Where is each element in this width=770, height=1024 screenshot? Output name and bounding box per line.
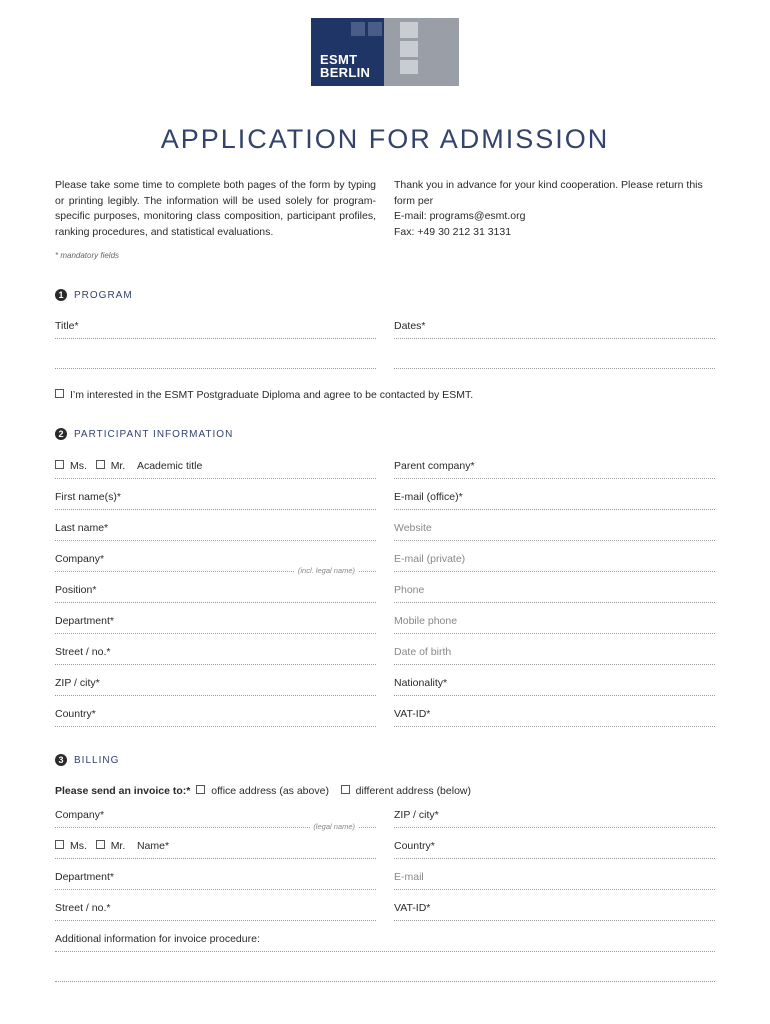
country-field[interactable]: Country* (55, 707, 376, 727)
logo-gray-block (384, 18, 459, 86)
billing-country-field[interactable]: Country* (394, 839, 715, 859)
billing-ms-checkbox[interactable] (55, 840, 64, 849)
intro-left-text: Please take some time to complete both pages of the form by typing or printing legibly. The information will be used solely for program-specific purposes, monitoring class composition, participant profiles, ranking procedures, and statistical evaluations. (55, 179, 376, 238)
billing-name-field[interactable]: Ms. Mr. Name* (55, 839, 376, 859)
zip-city-field[interactable]: ZIP / city* (55, 676, 376, 696)
additional-info-field[interactable]: Additional information for invoice procedure: (55, 932, 715, 952)
email-private-field[interactable]: E-mail (private) (394, 552, 715, 572)
billing-vat-id-field[interactable]: VAT-ID* (394, 901, 715, 921)
email-office-field[interactable]: E-mail (office)* (394, 490, 715, 510)
salutation-academic-title-field[interactable]: Ms. Mr. Academic title (55, 459, 376, 479)
nationality-field[interactable]: Nationality* (394, 676, 715, 696)
company-subnote: (incl. legal name) (295, 566, 358, 576)
mobile-phone-field[interactable]: Mobile phone (394, 614, 715, 634)
position-field[interactable]: Position* (55, 583, 376, 603)
section-billing-heading (55, 754, 119, 766)
first-name-field[interactable]: First name(s)* (55, 490, 376, 510)
page-title: APPLICATION FOR ADMISSION (160, 124, 610, 154)
program-dates-field-2[interactable] (394, 349, 715, 369)
invoice-prompt: Please send an invoice to:* (55, 785, 191, 797)
billing-department-field[interactable]: Department* (55, 870, 376, 890)
section-number-1: 1 (55, 289, 67, 301)
billing-company-field[interactable]: Company* (legal name) (55, 808, 376, 828)
company-field[interactable]: Company* (incl. legal name) (55, 552, 376, 572)
section-participant-heading (55, 428, 233, 440)
section-title: BILLING (74, 754, 120, 766)
section-program-heading (55, 289, 133, 301)
program-title-field[interactable]: Title* (55, 319, 376, 339)
diploma-checkbox-row[interactable]: I’m interested in the ESMT Postgraduate Diploma and agree to be contacted by ESMT. (55, 389, 473, 401)
vat-id-field[interactable]: VAT-ID* (394, 707, 715, 727)
logo-text: ESMT BERLIN (320, 52, 371, 80)
intro-return-text: Thank you in advance for your kind cooperation. Please return this form per (394, 179, 703, 207)
last-name-field[interactable]: Last name* (55, 521, 376, 541)
office-address-checkbox[interactable] (196, 785, 205, 794)
mr-checkbox[interactable] (96, 460, 105, 469)
intro-email: E-mail: programs@esmt.org (394, 210, 526, 222)
additional-info-field-2[interactable] (55, 962, 715, 982)
esmt-logo (311, 18, 459, 86)
date-of-birth-field[interactable]: Date of birth (394, 645, 715, 665)
intro-fax: Fax: +49 30 212 31 3131 (394, 225, 512, 238)
website-field[interactable]: Website (394, 521, 715, 541)
ms-checkbox[interactable] (55, 460, 64, 469)
program-dates-field[interactable]: Dates* (394, 319, 715, 339)
section-number-2: 2 (55, 428, 67, 440)
billing-mr-checkbox[interactable] (96, 840, 105, 849)
parent-company-field[interactable]: Parent company* (394, 459, 715, 479)
billing-street-field[interactable]: Street / no.* (55, 901, 376, 921)
department-field[interactable]: Department* (55, 614, 376, 634)
billing-email-field[interactable]: E-mail (394, 870, 715, 890)
section-title: PROGRAM (74, 289, 133, 301)
mandatory-note: * mandatory fields (55, 251, 120, 260)
phone-field[interactable]: Phone (394, 583, 715, 603)
invoice-recipient-row: Please send an invoice to:* office address (as above) different address (below) (55, 785, 471, 797)
diploma-checkbox[interactable] (55, 389, 64, 398)
billing-zip-city-field[interactable]: ZIP / city* (394, 808, 715, 828)
intro-right-text (394, 178, 724, 240)
section-title: PARTICIPANT INFORMATION (74, 428, 234, 440)
street-field[interactable]: Street / no.* (55, 645, 376, 665)
billing-company-subnote: (legal name) (310, 822, 358, 832)
different-address-checkbox[interactable] (341, 785, 350, 794)
program-title-field-2[interactable] (55, 349, 376, 369)
section-number-3: 3 (55, 754, 67, 766)
